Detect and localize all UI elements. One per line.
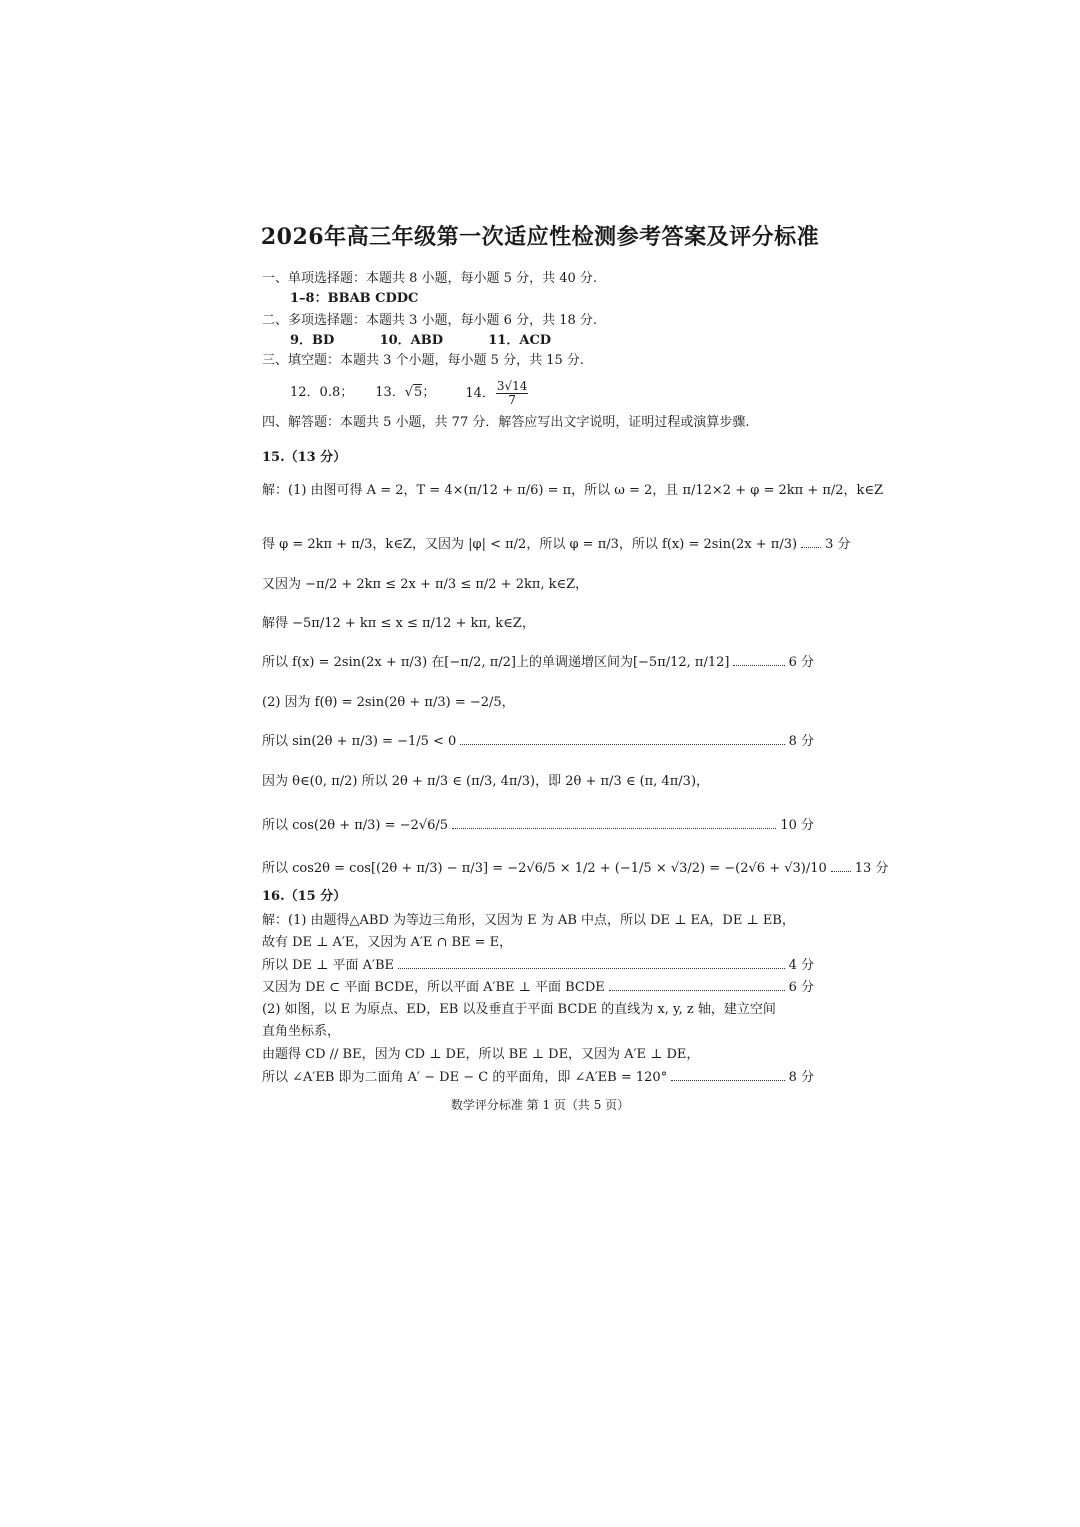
answer-14-denominator: 7	[508, 392, 516, 407]
q16-heading: 16.（15 分）	[262, 889, 347, 904]
q16-score-4: 4 分	[788, 958, 814, 973]
q16-line-4-text: 又因为 DE ⊂ 平面 BCDE，所以平面 A′BE ⊥ 平面 BCDE	[262, 980, 605, 995]
q15-line-3: 又因为 −π/2 + 2kπ ≤ 2x + π/3 ≤ π/2 + 2kπ, k∈Z，	[262, 577, 589, 592]
q15-line-7	[262, 733, 814, 751]
q15-line-9-text: 所以 cos(2θ + π/3) = −2√6/5	[262, 818, 449, 833]
q15-line-5-text: 所以 f(x) = 2sin(2x + π/3) 在[−π/2, π/2]上的单调递增区间为[−5π/12, π/12]	[262, 655, 730, 670]
q16-line-2: 故有 DE ⊥ A′E，又因为 A′E ∩ BE = E，	[262, 935, 513, 950]
q15-line-2-text: 得 φ = 2kπ + π/3，k∈Z，又因为 |φ| < π/2，所以 φ = π/3，所以 f(x) = 2sin(2x + π/3)	[262, 537, 798, 552]
section-1-answers: 1–8：BBAB CDDC	[290, 291, 419, 306]
q15-line-8: 因为 θ∈(0, π/2) 所以 2θ + π/3 ∈ (π/3, 4π/3)，即 2θ + π/3 ∈ (π, 4π/3)，	[262, 774, 710, 789]
q16-line-3	[262, 957, 814, 975]
q15-score-13: 13 分	[854, 861, 889, 876]
q15-score-8: 8 分	[788, 734, 814, 749]
section-3-header: 三、填空题：本题共 3 个小题，每小题 5 分，共 15 分.	[262, 353, 585, 368]
q16-line-4	[262, 979, 814, 997]
answer-13-prefix: 13．√	[375, 385, 414, 400]
section-2-answers: 9．BD 10．ABD 11．ACD	[290, 333, 552, 348]
q15-line-7-text: 所以 sin(2θ + π/3) = −1/5 < 0	[262, 734, 457, 749]
page-title: 2026年高三年级第一次适应性检测参考答案及评分标准	[260, 224, 820, 250]
q15-heading: 15.（13 分）	[262, 450, 347, 465]
q16-line-1: 解：(1) 由题得△ABD 为等边三角形，又因为 E 为 AB 中点，所以 DE ⊥ EA，DE ⊥ EB，	[262, 913, 795, 928]
q16-line-5: (2) 如图，以 E 为原点、ED，EB 以及垂直于平面 BCDE 的直线为 x, y, z 轴，建立空间	[262, 1002, 776, 1017]
q15-line-1: 解：(1) 由图可得 A = 2，T = 4×(π/12 + π/6) = π，所以 ω = 2，且 π/12×2 + φ = 2kπ + π/2，k∈Z	[262, 483, 884, 498]
q15-score-10: 10 分	[780, 818, 814, 833]
answer-14	[465, 380, 529, 407]
answer-13	[375, 384, 435, 402]
q15-line-9	[262, 817, 814, 835]
answer-14-numerator: 3√14	[496, 378, 528, 393]
section-2-header: 二、多项选择题：本题共 3 小题，每小题 6 分，共 18 分.	[262, 313, 598, 328]
answer-12: 12．0.8；	[290, 385, 354, 400]
q15-score-6: 6 分	[788, 655, 814, 670]
q16-score-6: 6 分	[788, 980, 814, 995]
q16-score-8: 8 分	[788, 1070, 814, 1085]
answer-13-suffix: ；	[422, 385, 436, 400]
section-1-header: 一、单项选择题：本题共 8 小题，每小题 5 分，共 40 分.	[262, 271, 598, 286]
answer-13-radicand: 5	[414, 385, 423, 400]
q16-line-8	[262, 1069, 814, 1087]
q16-line-3-text: 所以 DE ⊥ 平面 A′BE	[262, 958, 395, 973]
page-footer: 数学评分标准 第 1 页（共 5 页）	[450, 1098, 630, 1112]
q15-line-6: (2) 因为 f(θ) = 2sin(2θ + π/3) = −2/5，	[262, 695, 515, 710]
q15-line-10-text: 所以 cos2θ = cos[(2θ + π/3) − π/3] = −2√6/5 × 1/2 + (−1/5 × √3/2) = −(2√6 + √3)/10	[262, 861, 827, 876]
q15-line-4: 解得 −5π/12 + kπ ≤ x ≤ π/12 + kπ, k∈Z，	[262, 616, 535, 631]
q15-score-3: 3 分	[825, 537, 851, 552]
q15-line-2	[262, 536, 851, 554]
q16-line-8-text: 所以 ∠A′EB 即为二面角 A′ − DE − C 的平面角，即 ∠A′EB = 120°	[262, 1070, 668, 1085]
q16-line-6: 直角坐标系，	[262, 1024, 341, 1039]
answer-14-prefix: 14．	[465, 385, 495, 401]
section-4-header: 四、解答题：本题共 5 小题，共 77 分．解答应写出文字说明，证明过程或演算步骤.	[262, 415, 750, 430]
q16-line-7: 由题得 CD // BE，因为 CD ⊥ DE，所以 BE ⊥ DE，又因为 A′E ⊥ DE，	[262, 1047, 700, 1062]
q15-line-10	[262, 860, 889, 878]
q15-line-5	[262, 654, 814, 672]
section-3-answers	[290, 376, 842, 410]
